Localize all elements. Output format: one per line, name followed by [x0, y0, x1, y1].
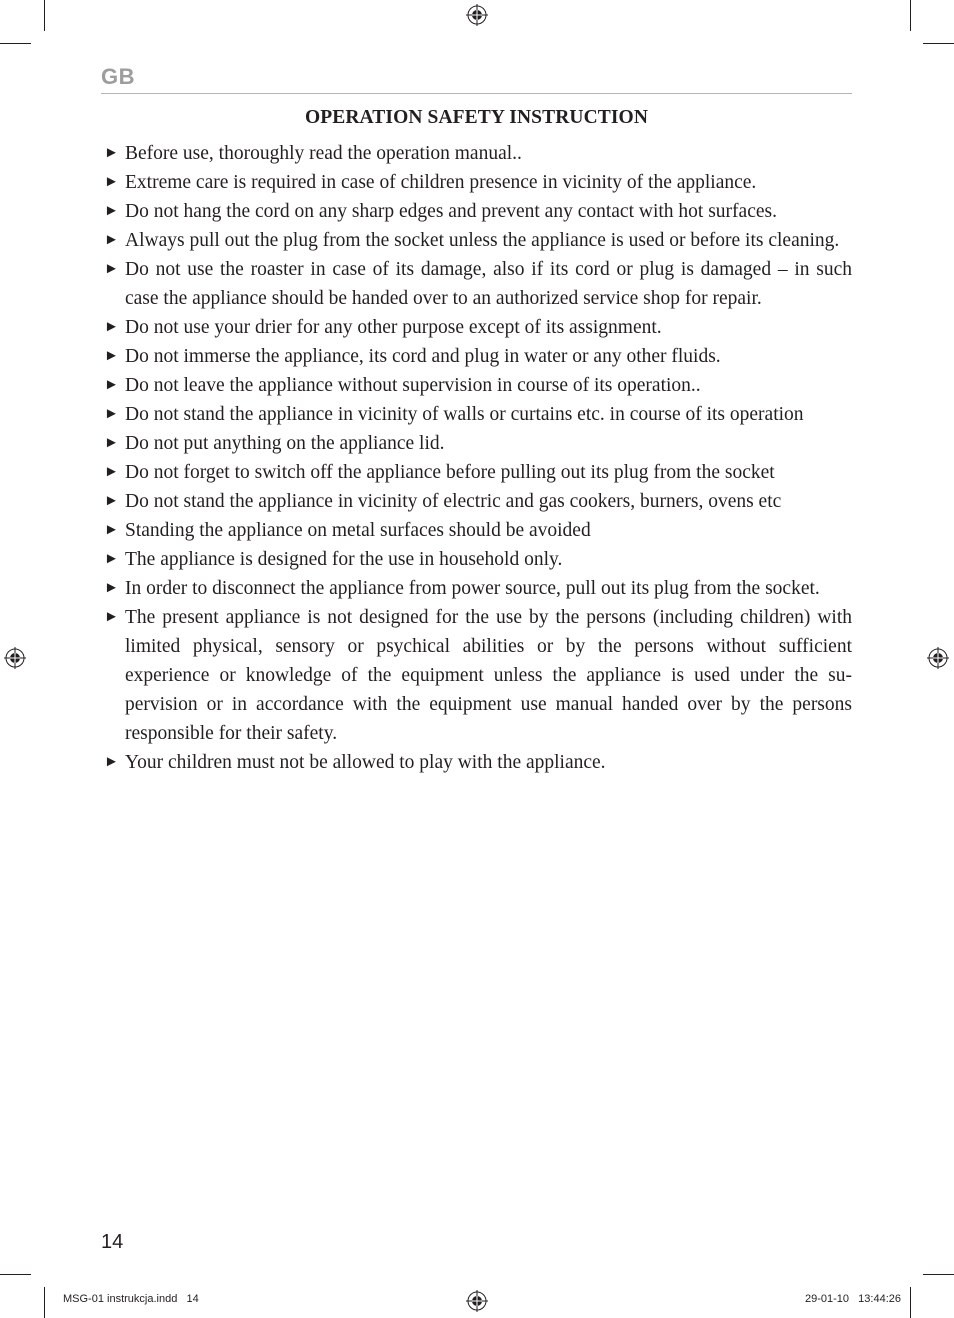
section-title: OPERATION SAFETY INSTRUCTION — [304, 107, 649, 128]
file-slug: MSG-01 instrukcja.indd 14 — [63, 1293, 199, 1305]
list-item-text: Do not forget to switch off the appliance before pulling out its plug from the socket — [125, 462, 775, 483]
list-item-text: Do not stand the appliance in vicinity of walls or curtains etc. in course of its operation — [125, 404, 804, 425]
list-item-text: In order to disconnect the appliance from power source, pull out its plug from the socket. — [125, 578, 820, 599]
bullet-arrow-icon: ► — [104, 174, 119, 190]
list-item-text: Do not immerse the appliance, its cord and plug in water or any other fluids. — [125, 346, 721, 367]
list-item — [103, 197, 852, 226]
list-item-text: Do not use your drier for any other purpose except of its assignment. — [125, 317, 662, 338]
list-item-text: Your children must not be allowed to play with the appliance. — [125, 752, 606, 773]
list-item — [103, 458, 852, 487]
crop-mark-bottom-right-horizontal — [923, 1274, 954, 1275]
language-code: GB — [101, 64, 135, 89]
bullet-arrow-icon: ► — [104, 377, 119, 393]
crop-mark-top-right-horizontal — [923, 43, 954, 44]
bullet-arrow-icon: ► — [104, 203, 119, 219]
list-item-text: Do not put anything on the appliance lid. — [125, 433, 445, 454]
bullet-arrow-icon: ► — [104, 551, 119, 567]
bullet-arrow-icon: ► — [104, 522, 119, 538]
crop-mark-bottom-left-horizontal — [0, 1274, 31, 1275]
list-item — [103, 400, 852, 429]
list-item-text: Do not leave the appliance without supervision in course of its operation.. — [125, 375, 701, 396]
crop-mark-bottom-left-vertical — [44, 1287, 45, 1318]
list-item-text: Always pull out the plug from the socket unless the appliance is used or before its cleaning. — [125, 230, 840, 251]
list-item — [103, 516, 852, 545]
list-item — [103, 574, 852, 603]
registration-crosshair-icon — [466, 4, 488, 26]
crop-mark-bottom-right-vertical — [910, 1287, 911, 1318]
list-item-text: Do not use the roaster in case of its damage, also if its cord or plug is damaged – in such case the appliance should be handed over to an authorized service shop for repair. — [125, 259, 852, 309]
bullet-arrow-icon: ► — [104, 435, 119, 451]
list-item-text: Do not hang the cord on any sharp edges and prevent any contact with hot surfaces. — [125, 201, 777, 222]
list-item — [103, 342, 852, 371]
crop-mark-top-left-vertical — [44, 0, 45, 31]
list-item-text: The present appliance is not designed for the use by the persons (including children) with limited physical, sensory or psychical abilities or by the persons without sufficient experience or knowledge of the equipment unless the appliance is used under the su-pervision or in accordance with the equipment use manual handed over by the persons responsible for their safety. — [125, 607, 852, 744]
bullet-arrow-icon: ► — [104, 319, 119, 335]
list-item-text: Extreme care is required in case of children presence in vicinity of the appliance. — [125, 172, 757, 193]
header-rule — [101, 93, 852, 94]
bullet-arrow-icon: ► — [104, 493, 119, 509]
bullet-arrow-icon: ► — [104, 754, 119, 770]
registration-crosshair-icon — [4, 647, 26, 669]
bullet-arrow-icon: ► — [104, 580, 119, 596]
list-item — [103, 168, 852, 197]
crop-mark-top-left-horizontal — [0, 43, 31, 44]
list-item — [103, 255, 852, 313]
list-item — [103, 371, 852, 400]
list-item — [103, 603, 852, 748]
list-item-text: The appliance is designed for the use in household only. — [125, 549, 563, 570]
list-item-text: Before use, thoroughly read the operation manual.. — [125, 143, 522, 164]
registration-crosshair-icon — [466, 1290, 488, 1312]
bullet-arrow-icon: ► — [104, 261, 119, 277]
list-item — [103, 545, 852, 574]
bullet-arrow-icon: ► — [104, 406, 119, 422]
safety-instructions-list — [103, 139, 852, 777]
bullet-arrow-icon: ► — [104, 232, 119, 248]
bullet-arrow-icon: ► — [104, 348, 119, 364]
bullet-arrow-icon: ► — [104, 464, 119, 480]
list-item — [103, 139, 852, 168]
list-item — [103, 226, 852, 255]
list-item — [103, 429, 852, 458]
list-item — [103, 487, 852, 516]
registration-crosshair-icon — [927, 647, 949, 669]
crop-mark-top-right-vertical — [910, 0, 911, 31]
list-item-text: Do not stand the appliance in vicinity of electric and gas cookers, burners, ovens etc — [125, 491, 782, 512]
list-item — [103, 313, 852, 342]
bullet-arrow-icon: ► — [104, 145, 119, 161]
list-item-text: Standing the appliance on metal surfaces should be avoided — [125, 520, 591, 541]
date-slug: 29-01-10 13:44:26 — [804, 1293, 901, 1305]
bullet-arrow-icon: ► — [104, 609, 119, 625]
list-item — [103, 748, 852, 777]
page-number: 14 — [101, 1231, 124, 1253]
